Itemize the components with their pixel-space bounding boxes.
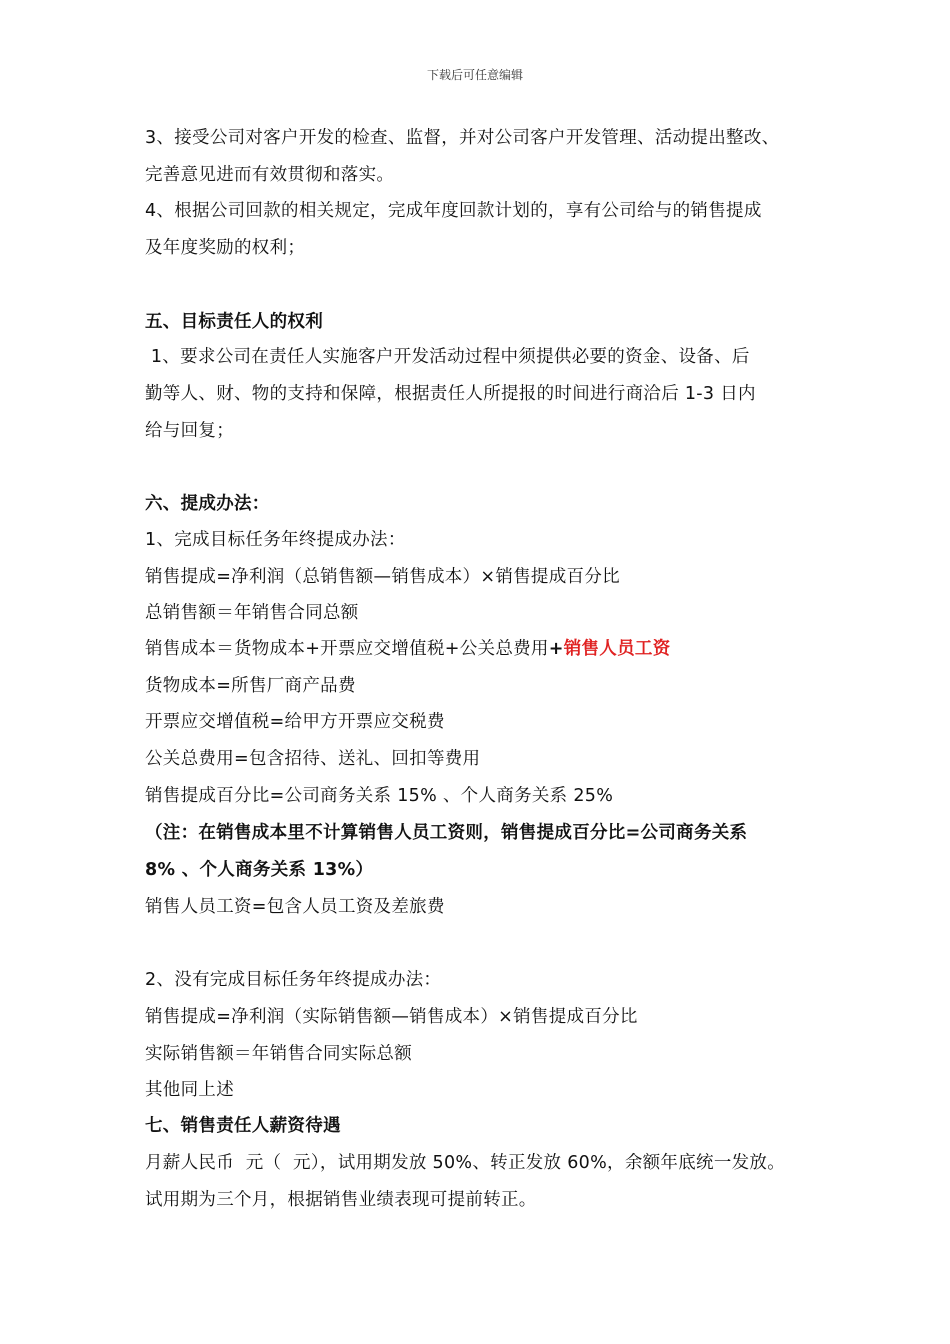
formula-line: 开票应交增值税=给甲方开票应交税费 (145, 712, 445, 732)
note-line: 8% 、个人商务关系 13%） (145, 860, 374, 880)
subsection-title: 1、完成目标任务年终提成办法： (145, 530, 406, 550)
formula-line: 销售人员工资=包含人员工资及差旅费 (145, 897, 445, 917)
section-heading: 六、提成办法： (145, 494, 270, 514)
section-heading: 五、目标责任人的权利 (145, 312, 323, 332)
formula-line: 销售提成=净利润（总销售额—销售成本）×销售提成百分比 (145, 567, 620, 587)
formula-line: 货物成本=所售厂商产品费 (145, 676, 356, 696)
note-line: （注：在销售成本里不计算销售人员工资则，销售提成百分比=公司商务关系 (145, 823, 748, 843)
formula-line: 公关总费用=包含招待、送礼、回扣等费用 (145, 749, 481, 769)
formula-text: 销售成本＝货物成本+开票应交增值税+公关总费用 (145, 639, 549, 659)
highlight-text: 销售人员工资 (563, 639, 671, 659)
formula-plus: + (548, 639, 564, 659)
para-line: 完善意见进而有效贯彻和落实。 (145, 165, 395, 185)
para-line: 月薪人民币 元（ 元），试用期发放 50%、转正发放 60%，余额年底统一发放。 (145, 1153, 786, 1173)
formula-line: 其他同上述 (145, 1080, 234, 1100)
para-line: 试用期为三个月，根据销售业绩表现可提前转正。 (145, 1190, 537, 1210)
formula-line: 实际销售额＝年销售合同实际总额 (145, 1044, 412, 1064)
section-heading: 七、销售责任人薪资待遇 (145, 1116, 341, 1136)
para-line: 1、要求公司在责任人实施客户开发活动过程中须提供必要的资金、设备、后 (145, 347, 750, 367)
subsection-title: 2、没有完成目标任务年终提成办法： (145, 970, 442, 990)
formula-line: 销售提成=净利润（实际销售额—销售成本）×销售提成百分比 (145, 1007, 638, 1027)
para-line: 3、接受公司对客户开发的检查、监督，并对公司客户开发管理、活动提出整改、 (145, 128, 780, 148)
para-line: 勤等人、财、物的支持和保障，根据责任人所提报的时间进行商洽后 1-3 日内 (145, 384, 756, 404)
formula-line: 总销售额＝年销售合同总额 (145, 603, 359, 623)
para-line: 给与回复； (145, 421, 234, 441)
page-header: 下载后可任意编辑 (426, 68, 523, 82)
para-line: 4、根据公司回款的相关规定，完成年度回款计划的，享有公司给与的销售提成 (145, 201, 762, 221)
para-line: 及年度奖励的权利； (145, 238, 306, 258)
formula-line (145, 637, 671, 661)
formula-line: 销售提成百分比=公司商务关系 15% 、个人商务关系 25% (145, 786, 614, 806)
